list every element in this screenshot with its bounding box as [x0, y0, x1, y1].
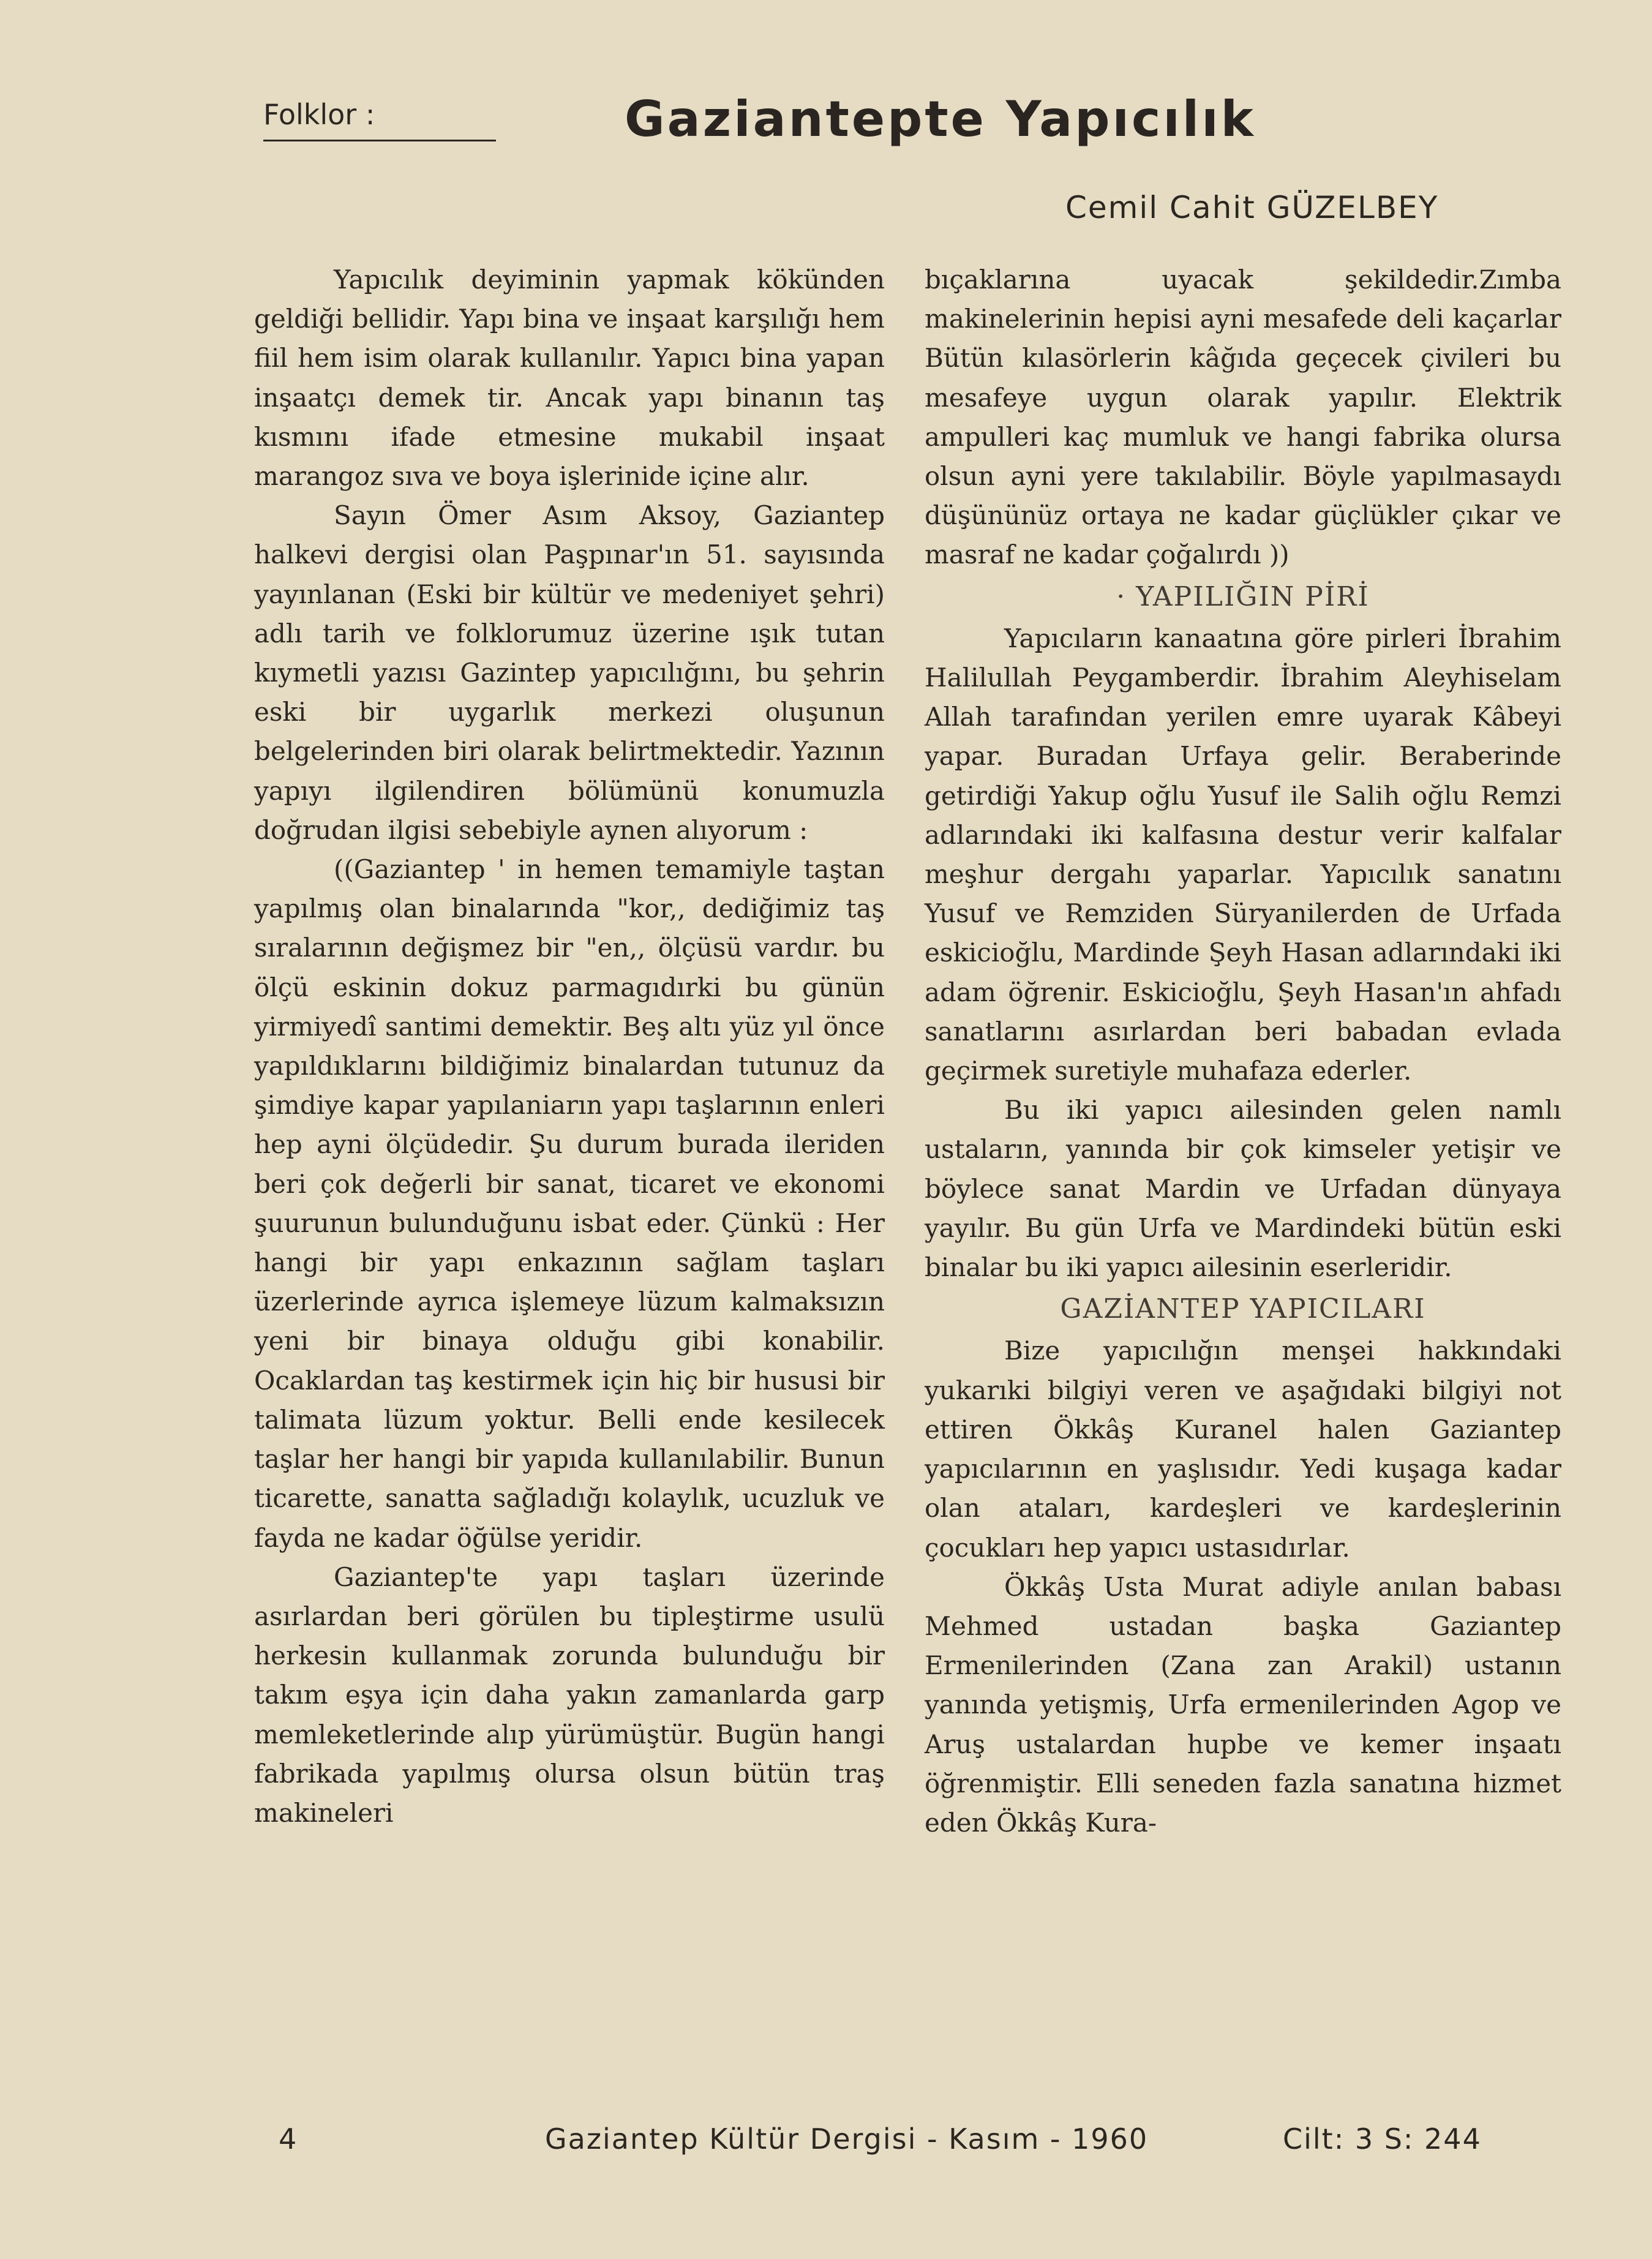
- subheading-yapicilar: GAZİANTEP YAPICILARI: [1060, 1293, 1426, 1325]
- section-label: Folklor :: [263, 98, 375, 131]
- paragraph: Sayın Ömer Asım Aksoy, Gaziantep halkevi dergisi olan Paşpınar'ın 51. sayısında yayınlanan (Eski bir kültür ve medeniyet şehri) adlı tarih ve folklorumuz üzerine ışık tutan kıymetli yazısı Gazintep yapıcılığını, bu şehrin eski bir uygarlık merkezi oluşunun belgelerinden biri olarak belirtmektedir. Yazının yapıyı ilgilendiren bölümünü konumuzla doğrudan ilgisi sebebiyle aynen alıyorum :: [254, 500, 885, 845]
- paragraph: Yapıcılık deyiminin yapmak kökünden geldiği bellidir. Yapı bina ve inşaat karşılığı hem fiil hem isim olarak kullanılır. Yapıcı bina yapan inşaatçı demek tir. Ancak yapı binanın taş kısmını ifade etmesine mukabil inşaat marangoz sıva ve boya işlerinide içine alır.: [254, 265, 885, 492]
- paragraph: Gaziantep'te yapı taşları üzerinde asırlardan beri görülen bu tipleştirme usulü herkesin kullanmak zorunda bulunduğu bir takım eşya için daha yakın zamanlarda garp memleketlerinde alıp yürümüştür. Bugün hangi fabrikada yapılmış olursa olsun bütün traş makineleri: [254, 1562, 885, 1828]
- article-author: Cemil Cahit GÜZELBEY: [1065, 190, 1439, 225]
- paragraph: Yapıcıların kanaatına göre pirleri İbrahim Halilullah Peygamberdir. İbrahim Aleyhiselam Allah tarafından yerilen emre uyarak Kâbeyi yapar. Buradan Urfaya gelir. Beraberinde getirdiği Yakup oğlu Yusuf ile Salih oğlu Remzi adlarındaki iki kalfasına destur verir kalfalar meşhur dergahı yaparlar. Yapıcılık sanatını Yusuf ve Remziden Süryanilerden de Urfada eskicioğlu, Mardinde Şeyh Hasan adlarındaki iki adam öğrenir. Eskicioğlu, Şeyh Hasan'ın ahfadı sanatlarını asırlardan beri babadan evlada geçirmek suretiyle muhafaza ederler.: [925, 623, 1561, 1086]
- paragraph: Bize yapıcılığın menşei hakkındaki yukarıki bilgiyi veren ve aşağıdaki bilgiyi not ettiren Ökkâş Kuranel halen Gaziantep yapıcılarının en yaşlısıdır. Yedi kuşaga kadar olan ataları, kardeşleri ve kardeşlerinin çocukları hep yapıcı ustasıdırlar.: [925, 1336, 1561, 1563]
- paragraph-continuation: bıçaklarına uyacak şekildedir.Zımba makinelerinin hepisi ayni mesafede deli kaçarlar Bütün kılasörlerin kâğıda geçecek çivileri bu mesafeye uygun olarak yapılır. Elektrik ampulleri kaç mumluk ve hangi fabrika olursa olsun ayni yere takılabilir. Böyle yapılmasaydı düşününüz ortaya ne kadar güçlükler çıkar ve masraf ne kadar çoğalırdı )): [925, 265, 1561, 570]
- subheading-piri: · YAPILIĞIN PİRİ: [1116, 581, 1370, 612]
- right-column: [925, 260, 1561, 1843]
- paragraph: Bu iki yapıcı ailesinden gelen namlı ustaların, yanında bir çok kimseler yetişir ve böylece sanat Mardin ve Urfadan dünyaya yayılır. Bu gün Urfa ve Mardindeki bütün eski binalar bu iki yapıcı ailesinin eserleridir.: [925, 1095, 1561, 1283]
- volume-issue: Cilt: 3 S: 244: [1283, 2122, 1482, 2156]
- page-number: 4: [279, 2122, 298, 2156]
- journal-name: Gaziantep Kültür Dergisi - Kasım - 1960: [545, 2122, 1149, 2156]
- paragraph: Ökkâş Usta Murat adiyle anılan babası Mehmed ustadan başka Gaziantep Ermenilerinden (Zana zan Arakil) ustanın yanında yetişmiş, Urfa ermenilerinden Agop ve Aruş ustalardan hupbe ve kemer inşaatı öğrenmiştir. Elli seneden fazla sanatına hizmet eden Ökkâş Kura-: [925, 1571, 1561, 1838]
- left-column: [254, 260, 885, 1833]
- section-underline: [263, 140, 496, 141]
- article-title: Gaziantepte Yapıcılık: [625, 91, 1256, 148]
- quoted-paragraph: ((Gaziantep ' in hemen temamiyle taştan yapılmış olan binalarında "kor,, dediğimiz taş sıralarının değişmez bir "en,, ölçüsü vardır. bu ölçü eskinin dokuz parmagıdırki bu günün yirmiyedî santimi demektir. Beş altı yüz yıl önce yapıldıklarını bildiğimiz binalardan tutunuz da şimdiye kapar yapılaniarın yapı taşlarının enleri hep ayni ölçüdedir. Şu durum burada ileriden beri çok değerli bir sanat, ticaret ve ekonomi şuurunun bulunduğunu isbat eder. Çünkü : Her hangi bir yapı enkazının sağlam taşları üzerlerinde ayrıca işlemeye lüzum kalmaksızın yeni bir binaya olduğu gibi konabilir. Ocaklardan taş kestirmek için hiç bir hususi bir talimata lüzum yoktur. Belli ende kesilecek taşlar her hangi bir yapıda kullanılabilir. Bunun ticarette, sanatta sağladığı kolaylık, ucuzluk ve fayda ne kadar öğülse yeridir.: [254, 854, 885, 1553]
